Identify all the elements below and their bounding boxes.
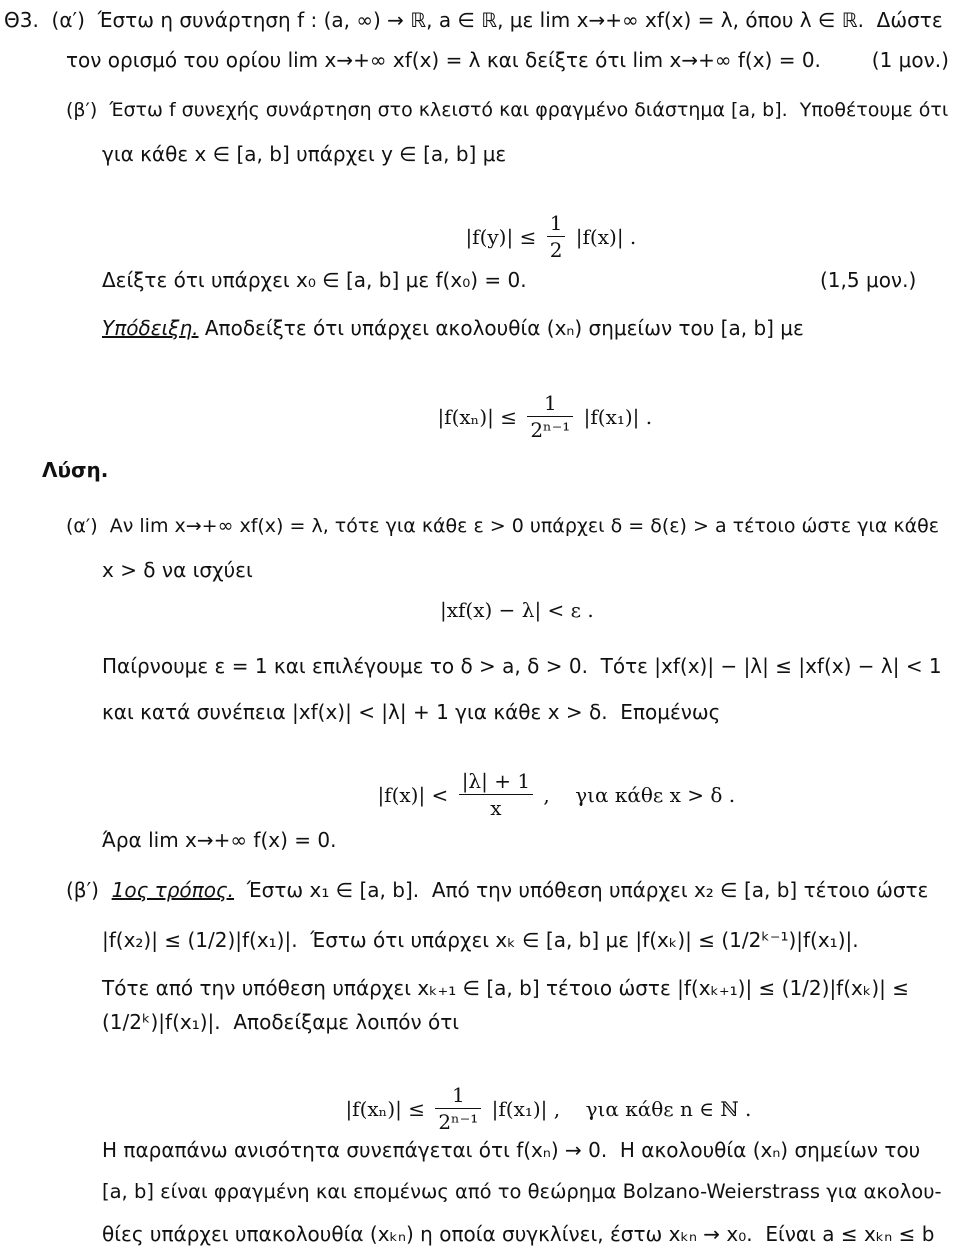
problem-statement-line: Θ3. (α′) Έστω η συνάρτηση f : (a, ∞) → ℝ, a ∈ ℝ, με lim x→+∞ xf(x) = λ, όπου λ ∈ ℝ. Δώστε <box>4 8 943 32</box>
display-inequality: |f(xₙ)| ≤ $\frac{1}{\text{2ⁿ⁻¹}}$ |f(x₁)| . <box>437 391 653 442</box>
display-inequality: |f(y)| ≤ $\frac{1}{2}$ |f(x)| . <box>465 211 637 262</box>
solution-line: x > δ να ισχύει <box>102 558 253 582</box>
solution-line: και κατά συνέπεια |xf(x)| < |λ| + 1 για κάθε x > δ. Επομένως <box>102 700 721 724</box>
solution-line: Παίρνουμε ε = 1 και επιλέγουμε το δ > a, δ > 0. Τότε |xf(x)| − |λ| ≤ |xf(x) − λ| < 1 <box>102 654 942 678</box>
problem-statement-line: τον ορισμό του ορίου lim x→+∞ xf(x) = λ και δείξτε ότι lim x→+∞ f(x) = 0. (1 μον.) <box>66 48 949 72</box>
solution-line: Η παραπάνω ανισότητα συνεπάγεται ότι f(xₙ) → 0. Η ακολουθία (xₙ) σημείων του <box>102 1138 921 1162</box>
hint-line: Υπόδειξη. Αποδείξτε ότι υπάρχει ακολουθία (xₙ) σημείων του [a, b] με <box>102 316 804 340</box>
solution-line: [a, b] είναι φραγμένη και επομένως από το θεώρημα Bolzano-Weierstrass για ακολου- <box>102 1180 942 1203</box>
solution-line: (1/2ᵏ)|f(x₁)|. Αποδείξαμε λοιπόν ότι <box>102 1010 460 1034</box>
solution-line: (β′) 1ος τρόπος. Έστω x₁ ∈ [a, b]. Από την υπόθεση υπάρχει x₂ ∈ [a, b] τέτοιο ώστε <box>66 878 929 902</box>
display-inequality: |f(x)| < $\frac{|\lambda| + 1}{x}$ , για κάθε x > δ . <box>377 769 736 820</box>
solution-line: |f(x₂)| ≤ (1/2)|f(x₁)|. Έστω ότι υπάρχει xₖ ∈ [a, b] με |f(xₖ)| ≤ (1/2ᵏ⁻¹)|f(x₁)|. <box>102 928 859 952</box>
solution-heading: Λύση. <box>42 458 109 482</box>
problem-statement-line: Δείξτε ότι υπάρχει x₀ ∈ [a, b] με f(x₀) = 0. <box>102 268 527 292</box>
display-inequality: |f(xₙ)| ≤ $\frac{1}{\text{2ⁿ⁻¹}}$ |f(x₁)| , για κάθε n ∈ ℕ . <box>345 1083 752 1134</box>
problem-statement-line: (β′) Έστω f συνεχής συνάρτηση στο κλειστό και φραγμένο διάστημα [a, b]. Υποθέτουμε ότι <box>66 99 949 121</box>
solution-line: θίες υπάρχει υπακολουθία (xₖₙ) η οποία συγκλίνει, έστω xₖₙ → x₀. Είναι a ≤ xₖₙ ≤ b <box>102 1222 935 1246</box>
points-label: (1,5 μον.) <box>820 268 917 292</box>
solution-line: Τότε από την υπόθεση υπάρχει xₖ₊₁ ∈ [a, b] τέτοιο ώστε |f(xₖ₊₁)| ≤ (1/2)|f(xₖ)| ≤ <box>102 976 910 1000</box>
solution-line: Άρα lim x→+∞ f(x) = 0. <box>102 828 337 852</box>
solution-line: (α′) Αν lim x→+∞ xf(x) = λ, τότε για κάθε ε > 0 υπάρχει δ = δ(ε) > a τέτοιο ώστε για κάθε <box>66 515 940 537</box>
problem-statement-line: για κάθε x ∈ [a, b] υπάρχει y ∈ [a, b] με <box>102 142 507 166</box>
display-inequality: |xf(x) − λ| < ε . <box>440 598 594 622</box>
